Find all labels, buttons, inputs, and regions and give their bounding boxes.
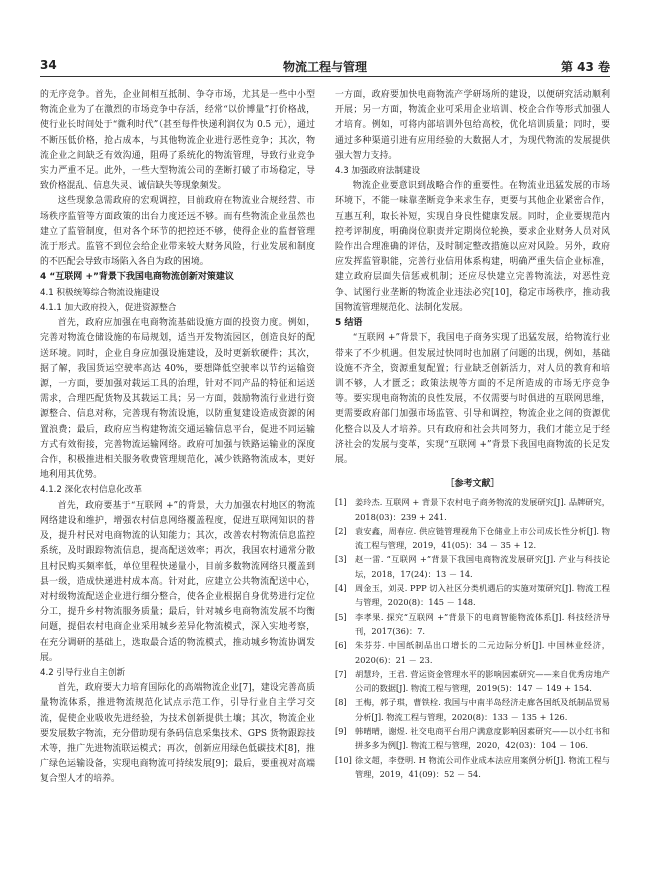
reference-item <box>335 610 610 639</box>
journal-name: 物流工程与管理 <box>282 60 367 74</box>
reference-text: 韩晴晴，谢煜. 社交电商平台用户满意度影响因素研究——以小红书和拼多多为例[J]. 物流工程与管理，2020，42(03)：104 － 106. <box>355 726 610 751</box>
body-paragraph: 物流企业要意识到战略合作的重要性。在物流业迅猛发展的市场环境下，不能一味靠垄断竞争来求生存，更要与其他企业紧密合作，互惠互利，取长补短，实现自身良性健康发展。同时，企业要规范内控考评制度，明确岗位职责并定期岗位轮换，要求企业财务人员对风险作出合理准确的评估，及时制定整改措施以应对风险。另外，政府应发挥监管职能，完善行业信用体系构建，明确严重失信企业标准，建立政府层面失信惩戒机制；还应尽快建立完善物流法，对恶性竞争、试图行业垄断的物流企业违法必究[10]，稳定市场秩序，推动我国物流管理规范化、法制化发展。 <box>335 181 610 313</box>
subsection-heading: 4.2 引导行业自主创新 <box>40 667 126 678</box>
reference-item <box>335 753 610 782</box>
subsection-heading: 4.3 加强政府法制建设 <box>335 166 421 177</box>
reference-number: [3] <box>335 554 347 565</box>
reference-text: 徐文超，李登明. H 物流公司作业成本法应用案例分析[J]. 物流工程与管理，2019，41(09)：52 － 54. <box>355 754 610 779</box>
reference-item <box>335 724 610 753</box>
running-header <box>40 58 610 77</box>
reference-text: 袁安鑫，周春应. 供应链管理视角下仓储业上市公司成长性分析[J]. 物流工程与管理，2019，41(05)：34 － 35 + 12. <box>355 525 610 551</box>
references-title: ［参考文献］ <box>445 479 500 490</box>
section-heading: 5 结语 <box>335 318 363 329</box>
reference-number: [10] <box>335 754 352 765</box>
body-paragraph: 首先，政府要大力培育国际化的高端物流企业[7]，建设完善高质量物流体系，推进物流规范化试点示范工作，引导行业自主学习交流，促使企业吸收先进经验，为技术创新提供土壤；其次，物流企业要发展数字物流，充分借助现有条码信息采集技术、GPS 货物跟踪技术等，推广先进物流联运模式；再次，创新应用绿色低碳技术[8]，推广绿色运输设备，实现电商物流可持续发展[9]；最后，要重视对高端复合型人才的培养。 <box>40 683 315 785</box>
body-paragraph: 首先，政府要基于“互联网 +”的背景，大力加强农村地区的物流网络建设和维护，增强农村信息网络覆盖程度，促进互联网知识的普及，提升村民对电商物流的认知能力；其次，改善农村物流信息监控系统，及时跟踪物流信息，提高配送效率；再次，我国农村通常分散且村民购买频率低，单位里程快递量小，目前多数物流网络只覆盖到县一级，造成快递进村成本高。针对此，应建立公共物流配送中心，对村级物流配送企业进行细分整合，使各企业根据自身优势进行定位分工，提升乡村物流服务质量；最后，针对城乡电商物流发展不均衡问题，提倡农村电商企业采用城乡差异化物流模式，深入实地考察，在充分调研的基础上，选取最合适的物流模式，推动城乡物流协调发展。 <box>40 500 315 663</box>
subsubsection-heading: 4.1.1 加大政府投入，促进资源整合 <box>40 303 177 314</box>
reference-text: 周金玉，刘灵. PPP 切入社区分类机遇后的实施对策研究[J]. 物流工程与管理，2020(8)：145 － 148. <box>355 583 610 608</box>
reference-text: 姜玲杰. 互联网 + 背景下农村电子商务物流的发展研究[J]. 品牌研究，2018(03)：239 + 241. <box>355 497 610 522</box>
body-paragraph: “互联网 +”背景下，我国电子商务实现了迅猛发展，给物流行业带来了不少机遇。但发展过快同时也加剧了问题的出现，例如，基础设施不齐全，资源重复配置；行业缺乏创新活力，对人员的教育和培训不够，人才匮乏；政策法规等方面的不足所造成的市场无序竞争等。要实现电商物流的良性发展，不仅需要与时俱进的互联网思维，更需要政府部门加强市场监管、引导和调控，物流企业之间的资源优化整合以及人才培养。只有政府和社会共同努力，我们才能立足于经济社会的发展与变革，实现“互联网 +”背景下我国电商物流的长足发展。 <box>335 333 610 466</box>
reference-text: 王梅，郭子琪，曹铁栓. 我国与中南半岛经济走廊各国纸及纸制品贸易分析[J]. 物流工程与管理，2020(8)：133 － 135 + 126. <box>355 697 610 722</box>
reference-list <box>335 495 610 781</box>
reference-number: [5] <box>335 611 347 622</box>
reference-item <box>335 552 610 581</box>
reference-number: [7] <box>335 668 347 679</box>
volume-label: 第 43 卷 <box>560 60 610 74</box>
reference-text: 胡慧玲，王君. 营运资金管理水平的影响因素研究——来自优秀房地产公司的数据[J]. 物流工程与管理，2019(5)：147 － 149 + 154. <box>355 668 610 694</box>
reference-number: [1] <box>335 497 347 508</box>
reference-item <box>335 581 610 610</box>
reference-number: [4] <box>335 583 347 594</box>
reference-item <box>335 695 610 724</box>
reference-number: [8] <box>335 697 347 708</box>
right-column <box>335 88 610 781</box>
reference-item <box>335 638 610 667</box>
body-paragraph: 首先，政府应加强在电商物流基础设施方面的投资力度。例如，完善对物流仓储设施的布局规划，适当开发物流园区，创造良好的配送环境。同时，企业自身应加强设施建设，及时更新软硬件；其次，据了解，我国货运空驶率高达 40%，要想降低空驶率以节约运输资源，一方面，要加强对载运工具的治理，针对不同产品的特征和运送需求，合理匹配货物及其载运工具；另一方面，鼓励物流行业进行资源整合、信息对称，完善现有物流设施，以防重复建设造成资源的闲置浪费；最后，政府应当构建物流交通运输信息平台，促进不同运输方式有效衔接，完善物流运输网络。政府可加强与铁路运输业的深度合作，积极推进相关服务收费管理规范化，减少铁路物流成本，更好地利用其优势。 <box>40 318 315 481</box>
reference-text: 朱芬芬. 中国纸制品出口增长的二元边际分析[J]. 中国林业经济，2020(6)：21 － 23. <box>355 640 610 665</box>
body-paragraph: 的无序竞争。首先，企业间相互抵制、争夺市场，尤其是一些中小型物流企业为了在激烈的市场竞争中存活，经常“以价博量”打价格战，使行业长时间处于“微利时代”（甚至每件快递利润仅为 0.5 元），通过不断压低价格，抢占成本，与其他物流企业进行恶性竞争；其次，物流企业之间缺乏有效沟通，阻碍了系统化的物流管理，导致行业竞争实力严重不足。此外，一些大型物流公司的垄断打破了市场稳定，导致价格混乱、信息失灵、诚信缺失等现象频发。 <box>40 90 315 192</box>
section-heading: 4 “互联网 +”背景下我国电商物流创新对策建议 <box>40 272 234 283</box>
subsection-heading: 4.1 积极统筹综合物流设施建设 <box>40 287 160 298</box>
left-column <box>40 88 315 788</box>
reference-number: [9] <box>335 726 347 737</box>
reference-item <box>335 495 610 524</box>
reference-text: 赵一雷. “互联网 +”背景下我国电商物流发展研究[J]. 产业与科技论坛，2018，17(24)：13 － 14. <box>355 554 610 579</box>
reference-item <box>335 667 610 696</box>
body-paragraph: 一方面，政府要加快电商物流产学研场所的建设，以便研究活动顺利开展；另一方面，物流企业可采用企业培训、校企合作等形式加强人才培育。例如，可将内部培训外包给高校，优化培训质量；同时，要通过多种渠道引进有应用经验的大数据人才，为现代物流的发展提供强大智力支持。 <box>335 90 610 161</box>
reference-number: [6] <box>335 640 347 651</box>
reference-number: [2] <box>335 525 347 536</box>
subsubsection-heading: 4.1.2 深化农村信息化改革 <box>40 485 142 496</box>
page-number: 34 <box>40 58 57 72</box>
body-paragraph: 这些现象急需政府的宏观调控，目前政府在物流业合规经营、市场秩序监管等方面政策的出台力度还远不够。而有些物流企业虽然也建立了监管制度，但对各个环节的把控还不够，使得企业的监督管理流于形式。监管不到位会给企业带来较大财务风险，行业发展和制度的不匹配会导致市场陷入各自为政的困境。 <box>40 196 315 268</box>
reference-text: 李孝果. 探究“互联网 +”背景下的电商智能物流体系[J]. 科技经济导刊，2017(36)：7. <box>355 611 610 636</box>
reference-item <box>335 524 610 553</box>
